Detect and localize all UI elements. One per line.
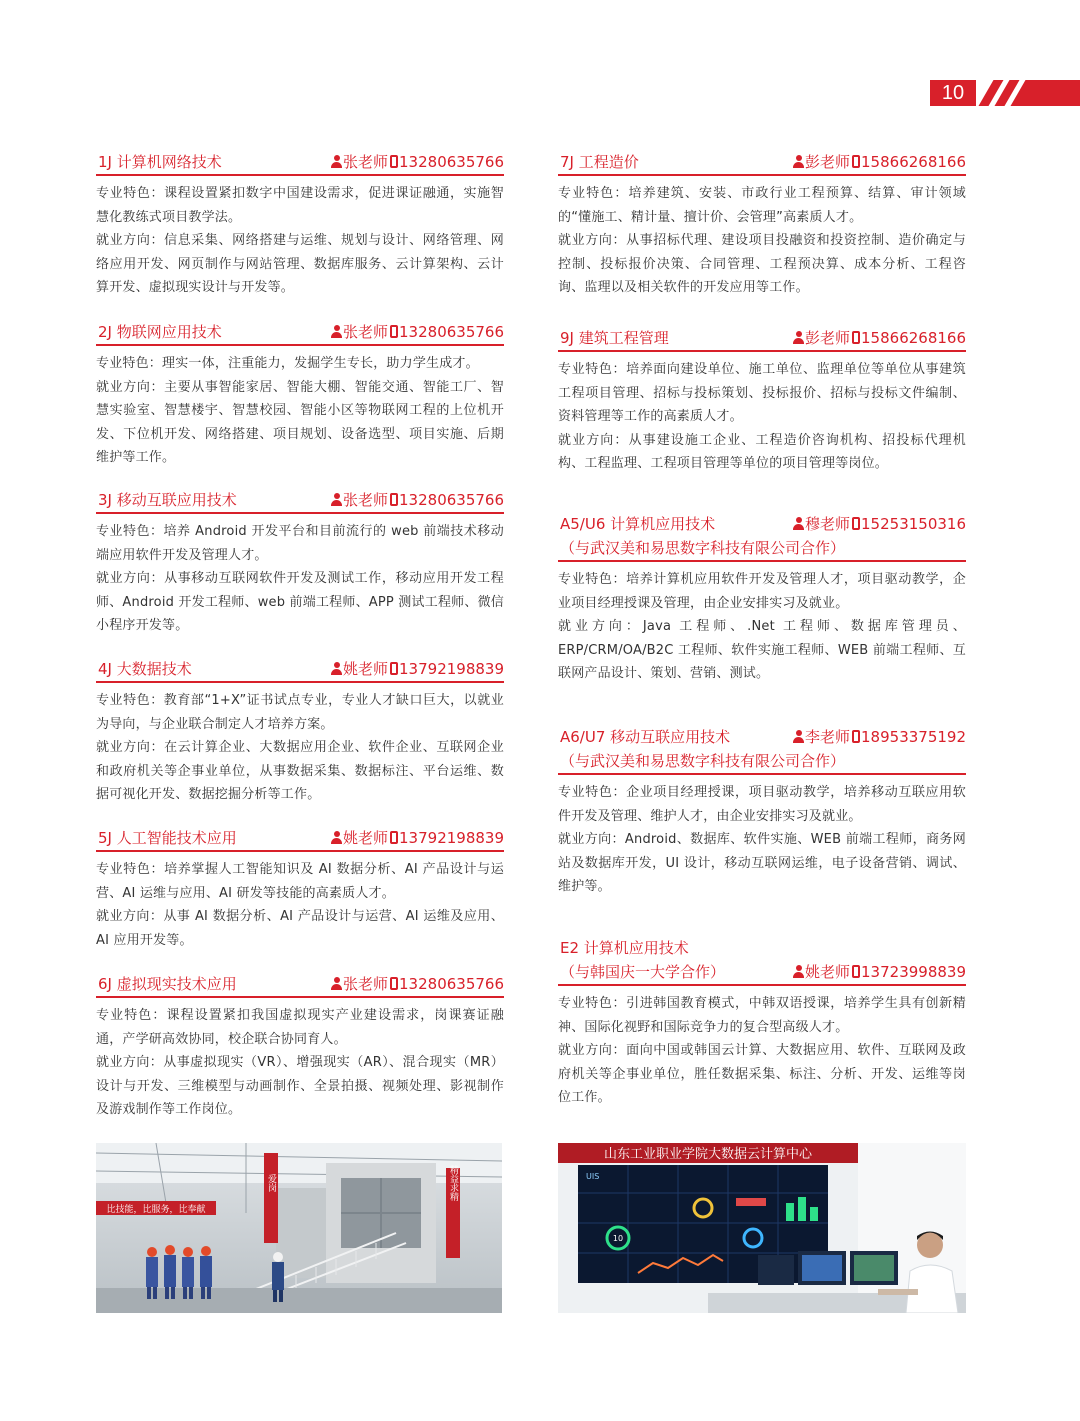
program-section <box>96 150 504 300</box>
program-section <box>558 936 966 1110</box>
contact <box>331 150 504 174</box>
feature-label: 专业特色： <box>96 862 165 877</box>
feature-text <box>96 352 504 376</box>
phone-icon <box>852 331 860 344</box>
program-title: E2 计算机应用技术 <box>560 939 689 957</box>
phone-number: 13280635766 <box>399 975 504 993</box>
career-value: 从事建设施工企业、工程造价咨询机构、招投标代理机构、工程监理、工程项目管理等单位的项目管理等岗位。 <box>558 432 966 471</box>
program-subtitle: （与韩国庆一大学合作） <box>560 963 726 981</box>
data-center-photo <box>558 1143 966 1313</box>
career-text <box>96 1051 504 1122</box>
svg-text:山东工业职业学院大数据云计算中心: 山东工业职业学院大数据云计算中心 <box>603 1147 813 1162</box>
teacher-name: 姚老师 <box>805 963 851 981</box>
feature-value: 理实一体，注重能力，发掘学生专长，助力学生成才。 <box>162 356 479 371</box>
career-value: 从事招标代理、建设项目投融资和投资控制、造价确定与控制、投标报价决策、合同管理、工程预决算、成本分析、工程咨询、监理以及相关软件的开发应用等工作。 <box>558 233 966 295</box>
phone-icon <box>852 730 860 743</box>
feature-text <box>558 182 966 229</box>
career-label: 就业方向： <box>96 233 165 248</box>
program-title: 4J 大数据技术 <box>98 660 192 678</box>
person-icon <box>331 831 342 844</box>
person-icon <box>331 662 342 675</box>
career-text <box>96 736 504 807</box>
phone-number: 15866268166 <box>861 153 966 171</box>
workshop-illustration <box>96 1143 502 1313</box>
person-icon <box>793 517 804 530</box>
section-body <box>558 992 966 1110</box>
contact <box>793 960 966 984</box>
person-icon <box>793 730 804 743</box>
phone-number: 13792198839 <box>399 829 504 847</box>
phone-number: 15253150316 <box>861 515 966 533</box>
career-value: 从事移动互联网软件开发及测试工作，移动应用开发工程师、Android 开发工程师、web 前端工程师、APP 测试工程师、微信小程序开发等。 <box>96 571 504 633</box>
contact <box>793 725 966 749</box>
career-text <box>558 615 966 686</box>
career-value: 从事 AI 数据分析、AI 产品设计与运营、AI 运维及应用、AI 应用开发等。 <box>96 909 504 948</box>
career-label: 就业方向： <box>558 832 625 847</box>
program-title: 7J 工程造价 <box>560 153 639 171</box>
feature-value: 企业项目经理授课，项目驱动教学，培养移动互联应用软件开发及管理、维护人才，由企业安排实习及就业。 <box>558 785 966 824</box>
career-value: 在云计算企业、大数据应用企业、软件企业、互联网企业和政府机关等企事业单位，从事数据采集、数据标注、平台运维、数据可视化开发、数据挖掘分析等工作。 <box>96 740 504 802</box>
program-title: A6/U7 移动互联应用技术 <box>560 728 731 746</box>
feature-text <box>558 781 966 828</box>
phone-icon <box>390 831 398 844</box>
svg-text:精益求精: 精益求精 <box>448 1165 458 1201</box>
feature-label: 专业特色： <box>96 693 164 708</box>
career-value: 信息采集、网络搭建与运维、规划与设计、网络管理、网络应用开发、网页制作与网站管理、数据库服务、云计算架构、云计算开发、虚拟现实设计与开发等。 <box>96 233 504 295</box>
feature-label: 专业特色： <box>558 996 627 1011</box>
phone-icon <box>390 662 398 675</box>
data-center-illustration <box>558 1143 966 1313</box>
person-icon <box>793 331 804 344</box>
phone-number: 15866268166 <box>861 329 966 347</box>
program-title: 2J 物联网应用技术 <box>98 323 222 341</box>
section-header <box>558 936 966 986</box>
section-header <box>558 512 966 562</box>
contact <box>331 972 504 996</box>
phone-number: 13723998839 <box>861 963 966 981</box>
program-title: 5J 人工智能技术应用 <box>98 829 237 847</box>
feature-text <box>96 689 504 736</box>
program-subtitle: （与武汉美和易思数字科技有限公司合作） <box>560 752 846 770</box>
teacher-name: 张老师 <box>343 491 389 509</box>
contact <box>331 826 504 850</box>
person-icon <box>793 155 804 168</box>
feature-label: 专业特色： <box>96 186 165 201</box>
feature-text <box>558 568 966 615</box>
section-header <box>558 150 966 176</box>
program-title: 6J 虚拟现实技术应用 <box>98 975 237 993</box>
career-label: 就业方向： <box>558 233 627 248</box>
phone-number: 13280635766 <box>399 153 504 171</box>
section-header <box>96 150 504 176</box>
program-section <box>558 150 966 300</box>
section-body <box>96 689 504 807</box>
career-value: Android、数据库、软件实施、WEB 前端工程师，商务网站及数据库开发，UI 设计，移动互联网运维，电子设备营销、调试、维护等。 <box>558 832 966 894</box>
svg-text:UIS: UIS <box>586 1172 600 1181</box>
person-icon <box>331 155 342 168</box>
section-header <box>96 657 504 683</box>
teacher-name: 彭老师 <box>805 329 851 347</box>
section-body <box>96 858 504 952</box>
phone-number: 13792198839 <box>399 660 504 678</box>
section-header <box>96 488 504 514</box>
career-text <box>558 229 966 300</box>
phone-icon <box>852 517 860 530</box>
career-value: 面向中国或韩国云计算、大数据应用、软件、互联网及政府机关等企事业单位，胜任数据采集、标注、分析、开发、运维等岗位工作。 <box>558 1043 966 1105</box>
feature-text <box>96 182 504 229</box>
program-section <box>558 725 966 899</box>
feature-label: 专业特色： <box>558 362 627 377</box>
feature-value: 课程设置紧扣数字中国建设需求，促进课证融通，实施智慧化教练式项目教学法。 <box>96 186 504 225</box>
career-value: 从事虚拟现实（VR）、增强现实（AR）、混合现实（MR）设计与开发、三维模型与动画制作、全景拍摄、视频处理、影视制作及游戏制作等工作岗位。 <box>96 1055 504 1117</box>
program-section <box>96 488 504 638</box>
contact <box>331 320 504 344</box>
feature-value: 引进韩国教育模式，中韩双语授课，培养学生具有创新精神、国际化视野和国际竞争力的复合型高级人才。 <box>558 996 966 1035</box>
teacher-name: 穆老师 <box>805 515 851 533</box>
career-label: 就业方向： <box>558 619 643 634</box>
career-label: 就业方向： <box>96 379 165 395</box>
feature-text <box>96 520 504 567</box>
program-section <box>96 657 504 807</box>
feature-label: 专业特色： <box>558 785 627 800</box>
feature-label: 专业特色： <box>558 572 627 587</box>
teacher-name: 彭老师 <box>805 153 851 171</box>
feature-value: 教育部“1+X”证书试点专业，专业人才缺口巨大，以就业为导向，与企业联合制定人才培养方案。 <box>96 693 504 732</box>
section-header <box>558 725 966 775</box>
feature-value: 课程设置紧扣我国虚拟现实产业建设需求，岗课赛证融通，产学研高效协同，校企联合协同育人。 <box>96 1008 504 1047</box>
teacher-name: 张老师 <box>343 153 389 171</box>
program-section <box>96 972 504 1122</box>
section-header <box>96 826 504 852</box>
contact <box>331 657 504 681</box>
feature-label: 专业特色： <box>558 186 629 201</box>
program-section <box>558 326 966 476</box>
person-icon <box>793 965 804 978</box>
career-text <box>96 229 504 300</box>
phone-icon <box>390 325 398 338</box>
contact <box>793 150 966 174</box>
feature-value: 培养掌握人工智能知识及 AI 数据分析、AI 产品设计与运营、AI 运维与应用、AI 研发等技能的高素质人才。 <box>96 862 504 901</box>
teacher-name: 李老师 <box>805 728 851 746</box>
workshop-photo <box>96 1143 502 1313</box>
feature-text <box>96 858 504 905</box>
contact <box>793 326 966 350</box>
career-value: 主要从事智能家居、智能大棚、智能交通、智能工厂、智慧实验室、智慧楼宇、智慧校园、智能小区等物联网工程的上位机开发、下位机开发、网络搭建、项目规划、设备选型、项目实施、后期维护等工作。 <box>96 379 504 465</box>
program-section <box>96 320 504 470</box>
career-label: 就业方向： <box>96 740 165 755</box>
program-title: 3J 移动互联应用技术 <box>98 491 237 509</box>
feature-value: 培养面向建设单位、施工单位、监理单位等单位从事建筑工程项目管理、招标与投标策划、投标报价、招标与投标文件编制、资料管理等工作的高素质人才。 <box>558 362 966 424</box>
section-body <box>558 182 966 300</box>
contact <box>793 512 966 536</box>
phone-icon <box>390 155 398 168</box>
section-body <box>96 520 504 638</box>
teacher-name: 张老师 <box>343 323 389 341</box>
career-text <box>558 828 966 899</box>
section-header <box>96 972 504 998</box>
career-text <box>96 905 504 952</box>
section-body <box>558 781 966 899</box>
career-label: 就业方向： <box>96 1055 164 1070</box>
section-header <box>558 326 966 352</box>
page-number: 10 <box>930 80 976 106</box>
teacher-name: 姚老师 <box>343 829 389 847</box>
career-text <box>558 429 966 476</box>
phone-number: 18953375192 <box>861 728 966 746</box>
feature-text <box>558 992 966 1039</box>
program-subtitle: （与武汉美和易思数字科技有限公司合作） <box>560 539 846 557</box>
feature-label: 专业特色： <box>96 356 163 371</box>
career-value: Java 工程师、.Net 工程师、数据库管理员、ERP/CRM/OA/B2C 工程师、软件实施工程师、WEB 前端工程师、互联网产品设计、策划、营销、测试。 <box>558 619 966 681</box>
section-body <box>558 358 966 476</box>
phone-icon <box>852 155 860 168</box>
section-header <box>96 320 504 346</box>
feature-value: 培养建筑、安装、市政行业工程预算、结算、审计领域的“懂施工、精计量、擅计价、会管理”高素质人才。 <box>558 186 966 225</box>
section-body <box>96 1004 504 1122</box>
program-section <box>96 826 504 952</box>
teacher-name: 姚老师 <box>343 660 389 678</box>
feature-value: 培养计算机应用软件开发及管理人才，项目驱动教学，企业项目经理授课及管理，由企业安排实习及就业。 <box>558 572 966 611</box>
program-title: A5/U6 计算机应用技术 <box>560 515 716 533</box>
section-body <box>96 182 504 300</box>
feature-text <box>96 1004 504 1051</box>
feature-text <box>558 358 966 429</box>
person-icon <box>331 325 342 338</box>
career-label: 就业方向： <box>96 571 165 586</box>
svg-text:10: 10 <box>612 1234 624 1243</box>
page-number-tab <box>930 80 1080 106</box>
phone-icon <box>852 965 860 978</box>
phone-icon <box>390 977 398 990</box>
feature-label: 专业特色： <box>96 1008 167 1023</box>
program-title: 9J 建筑工程管理 <box>560 329 669 347</box>
career-text <box>96 376 504 470</box>
phone-icon <box>390 493 398 506</box>
section-body <box>96 352 504 470</box>
feature-value: 培养 Android 开发平台和目前流行的 web 前端技术移动端应用软件开发及管理人才。 <box>96 524 504 563</box>
career-text <box>558 1039 966 1110</box>
program-section <box>558 512 966 686</box>
program-title: 1J 计算机网络技术 <box>98 153 222 171</box>
career-label: 就业方向： <box>558 432 629 448</box>
svg-text:比技能，比服务，比奉献: 比技能，比服务，比奉献 <box>106 1205 206 1215</box>
career-text <box>96 567 504 638</box>
contact <box>331 488 504 512</box>
career-label: 就业方向： <box>96 909 164 924</box>
career-label: 就业方向： <box>558 1043 627 1058</box>
svg-text:爱岗: 爱岗 <box>266 1174 276 1192</box>
section-body <box>558 568 966 686</box>
feature-label: 专业特色： <box>96 524 164 539</box>
teacher-name: 张老师 <box>343 975 389 993</box>
person-icon <box>331 493 342 506</box>
person-icon <box>331 977 342 990</box>
phone-number: 13280635766 <box>399 323 504 341</box>
phone-number: 13280635766 <box>399 491 504 509</box>
